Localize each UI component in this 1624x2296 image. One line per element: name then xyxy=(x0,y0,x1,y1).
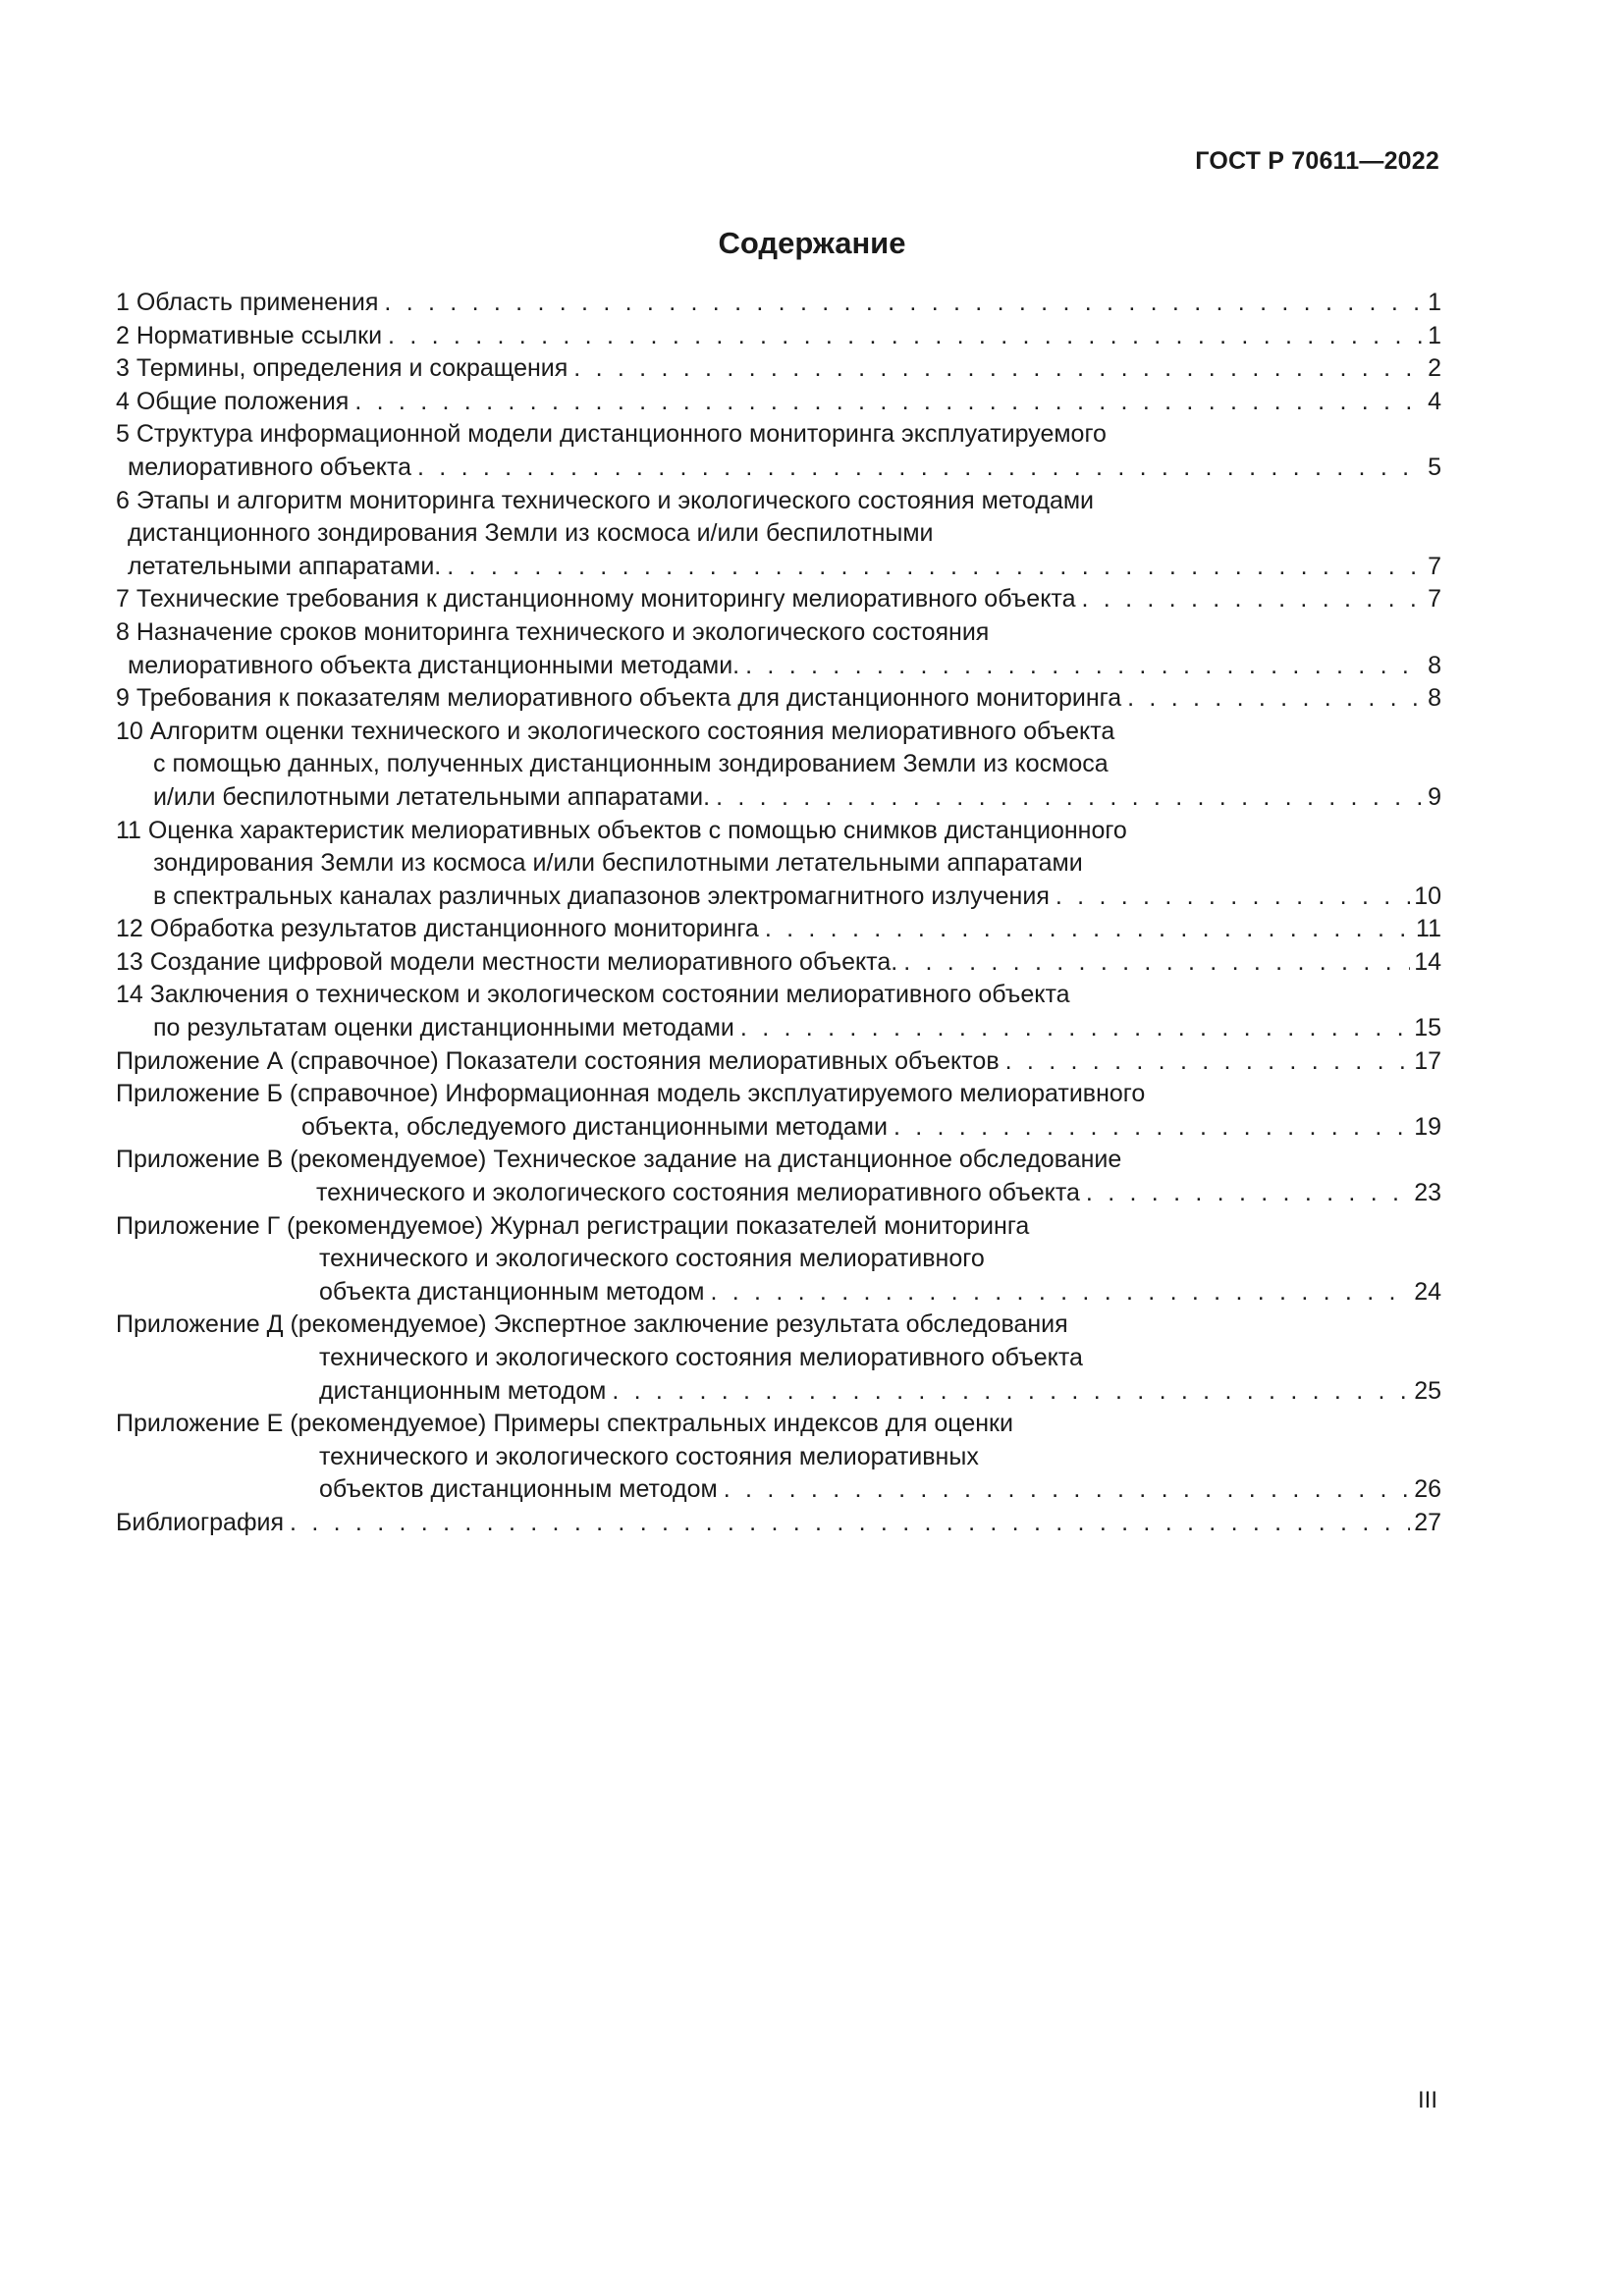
toc-entry-text: 2 Нормативные ссылки xyxy=(116,321,383,349)
toc-entry-text: дистанционным методом xyxy=(319,1376,607,1405)
toc-entry-appendix-a[interactable] xyxy=(116,1045,1441,1079)
leader-dots xyxy=(447,551,1424,584)
toc-page-number: 25 xyxy=(1414,1376,1441,1405)
toc-entry-text: Библиография xyxy=(116,1508,285,1536)
leader-dots xyxy=(290,1507,1410,1540)
toc-entry-text: 8 Назначение сроков мониторинга технического и экологического состояния xyxy=(116,617,990,646)
toc-page-number: 24 xyxy=(1414,1277,1441,1306)
toc-page-number: 8 xyxy=(1428,651,1441,679)
toc-entry-text: 6 Этапы и алгоритм мониторинга технического и экологического состояния методами xyxy=(116,486,1095,514)
toc-entry-text: дистанционного зондирования Земли из космоса и/или беспилотными xyxy=(128,519,934,548)
toc-entry-9[interactable] xyxy=(116,682,1441,716)
toc-entry-text: в спектральных каналах различных диапазонов электромагнитного излучения xyxy=(153,881,1050,910)
toc-entry-13[interactable] xyxy=(116,946,1441,980)
toc-entry-text: Приложение В (рекомендуемое) Техническое задание на дистанционное обследование xyxy=(116,1146,1122,1174)
leader-dots xyxy=(1086,1177,1410,1210)
toc-page-number: 7 xyxy=(1428,552,1441,580)
toc-entry-text: с помощью данных, полученных дистанционным зондированием Земли из космоса xyxy=(153,750,1109,778)
toc-page-number: 19 xyxy=(1414,1112,1441,1141)
toc-page-number: 10 xyxy=(1414,881,1441,910)
toc-entry-appendix-e[interactable] xyxy=(116,1408,1441,1507)
document-code: ГОСТ Р 70611—2022 xyxy=(1195,147,1439,175)
leader-dots xyxy=(740,1012,1410,1045)
toc-page-number: 2 xyxy=(1428,354,1441,383)
toc-page-number: 23 xyxy=(1414,1179,1441,1207)
toc-entry-text: объектов дистанционным методом xyxy=(319,1475,718,1504)
toc-entry-4[interactable] xyxy=(116,386,1441,419)
toc-entry-bibliography[interactable] xyxy=(116,1507,1441,1540)
toc-entry-text: 5 Структура информационной модели дистанционного мониторинга эксплуатируемого xyxy=(116,420,1107,449)
toc-entry-text: зондирования Земли из космоса и/или беспилотными летательными аппаратами xyxy=(153,849,1083,878)
toc-entry-text: Приложение Г (рекомендуемое) Журнал регистрации показателей мониторинга xyxy=(116,1211,1030,1240)
leader-dots xyxy=(765,913,1412,946)
toc-entry-text: мелиоративного объекта дистанционными методами. xyxy=(128,651,740,679)
toc-entry-6[interactable] xyxy=(116,485,1441,584)
leader-dots xyxy=(903,946,1410,980)
toc-entry-text: 13 Создание цифровой модели местности мелиоративного объекта. xyxy=(116,947,898,976)
toc-entry-3[interactable] xyxy=(116,352,1441,386)
toc-entry-text: мелиоративного объекта xyxy=(128,453,412,481)
toc-entry-text: 3 Термины, определения и сокращения xyxy=(116,354,568,383)
toc-entry-text: Приложение Б (справочное) Информационная модель эксплуатируемого мелиоративного xyxy=(116,1080,1146,1108)
toc-entry-1[interactable] xyxy=(116,287,1441,320)
toc-entry-appendix-v[interactable] xyxy=(116,1144,1441,1209)
leader-dots xyxy=(716,781,1424,815)
toc-entry-text: 9 Требования к показателям мелиоративного объекта для дистанционного мониторинга xyxy=(116,684,1122,713)
leader-dots xyxy=(724,1473,1410,1507)
leader-dots xyxy=(745,650,1424,683)
toc-entry-2[interactable] xyxy=(116,320,1441,353)
toc-page-number: 17 xyxy=(1414,1046,1441,1075)
leader-dots xyxy=(710,1276,1410,1309)
toc-entry-text: 14 Заключения о техническом и экологическом состоянии мелиоративного объекта xyxy=(116,981,1070,1009)
toc-page-number: 8 xyxy=(1428,684,1441,713)
toc-page-number: 11 xyxy=(1416,915,1441,943)
toc-page-number: 9 xyxy=(1428,782,1441,811)
toc-entry-appendix-d[interactable] xyxy=(116,1308,1441,1408)
toc-entry-12[interactable] xyxy=(116,913,1441,946)
toc-entry-11[interactable] xyxy=(116,815,1441,914)
toc-entry-10[interactable] xyxy=(116,716,1441,815)
toc-entry-text: объекта, обследуемого дистанционными методами xyxy=(301,1112,888,1141)
page-number: III xyxy=(1417,2087,1437,2113)
toc-entry-text: Приложение Д (рекомендуемое) Экспертное заключение результата обследования xyxy=(116,1310,1068,1339)
toc-entry-text: Приложение А (справочное) Показатели состояния мелиоративных объектов xyxy=(116,1046,1000,1075)
leader-dots xyxy=(354,386,1424,419)
toc-entry-appendix-b[interactable] xyxy=(116,1078,1441,1144)
toc-page-number: 15 xyxy=(1414,1014,1441,1042)
leader-dots xyxy=(573,352,1424,386)
toc-page-number: 27 xyxy=(1414,1508,1441,1536)
leader-dots xyxy=(1056,881,1410,914)
toc-entry-5[interactable] xyxy=(116,418,1441,484)
toc-entry-text: летательными аппаратами. xyxy=(128,552,442,580)
toc-entry-text: Приложение Е (рекомендуемое) Примеры спектральных индексов для оценки xyxy=(116,1410,1013,1438)
toc-entry-text: объекта дистанционным методом xyxy=(319,1277,705,1306)
toc-entry-text: 12 Обработка результатов дистанционного мониторинга xyxy=(116,915,759,943)
toc-page-number: 4 xyxy=(1428,387,1441,415)
toc-page-number: 1 xyxy=(1428,321,1441,349)
leader-dots xyxy=(893,1111,1410,1145)
toc-entry-8[interactable] xyxy=(116,616,1441,682)
toc-entry-appendix-g[interactable] xyxy=(116,1210,1441,1309)
toc-entry-text: 1 Область применения xyxy=(116,289,379,316)
toc-entry-text: 11 Оценка характеристик мелиоративных объектов с помощью снимков дистанционного xyxy=(116,816,1127,844)
toc-entry-text: 7 Технические требования к дистанционному мониторингу мелиоративного объекта xyxy=(116,585,1076,614)
toc-page-number: 5 xyxy=(1428,453,1441,481)
toc-page-number: 7 xyxy=(1428,585,1441,614)
toc-entry-text: 10 Алгоритм оценки технического и экологического состояния мелиоративного объекта xyxy=(116,717,1115,745)
leader-dots xyxy=(417,452,1424,485)
toc-entry-text: технического и экологического состояния мелиоративного объекта xyxy=(316,1179,1080,1207)
leader-dots xyxy=(384,287,1424,320)
table-of-contents xyxy=(116,287,1441,1540)
toc-page-number: 1 xyxy=(1428,289,1441,316)
leader-dots xyxy=(1127,682,1424,716)
leader-dots xyxy=(1005,1045,1411,1079)
toc-entry-text: по результатам оценки дистанционными методами xyxy=(153,1014,734,1042)
toc-page-number: 14 xyxy=(1414,947,1441,976)
toc-entry-text: 4 Общие положения xyxy=(116,387,350,415)
toc-entry-text: технического и экологического состояния мелиоративных xyxy=(319,1442,979,1470)
toc-entry-text: и/или беспилотными летательными аппаратами. xyxy=(153,782,711,811)
leader-dots xyxy=(1082,583,1425,616)
toc-entry-text: технического и экологического состояния мелиоративного объекта xyxy=(319,1344,1083,1371)
toc-entry-14[interactable] xyxy=(116,979,1441,1044)
toc-entry-7[interactable] xyxy=(116,583,1441,616)
page-title: Содержание xyxy=(718,226,906,260)
toc-entry-text: технического и экологического состояния мелиоративного xyxy=(319,1245,985,1273)
toc-page-number: 26 xyxy=(1414,1475,1441,1504)
leader-dots xyxy=(388,320,1424,353)
leader-dots xyxy=(612,1375,1410,1409)
